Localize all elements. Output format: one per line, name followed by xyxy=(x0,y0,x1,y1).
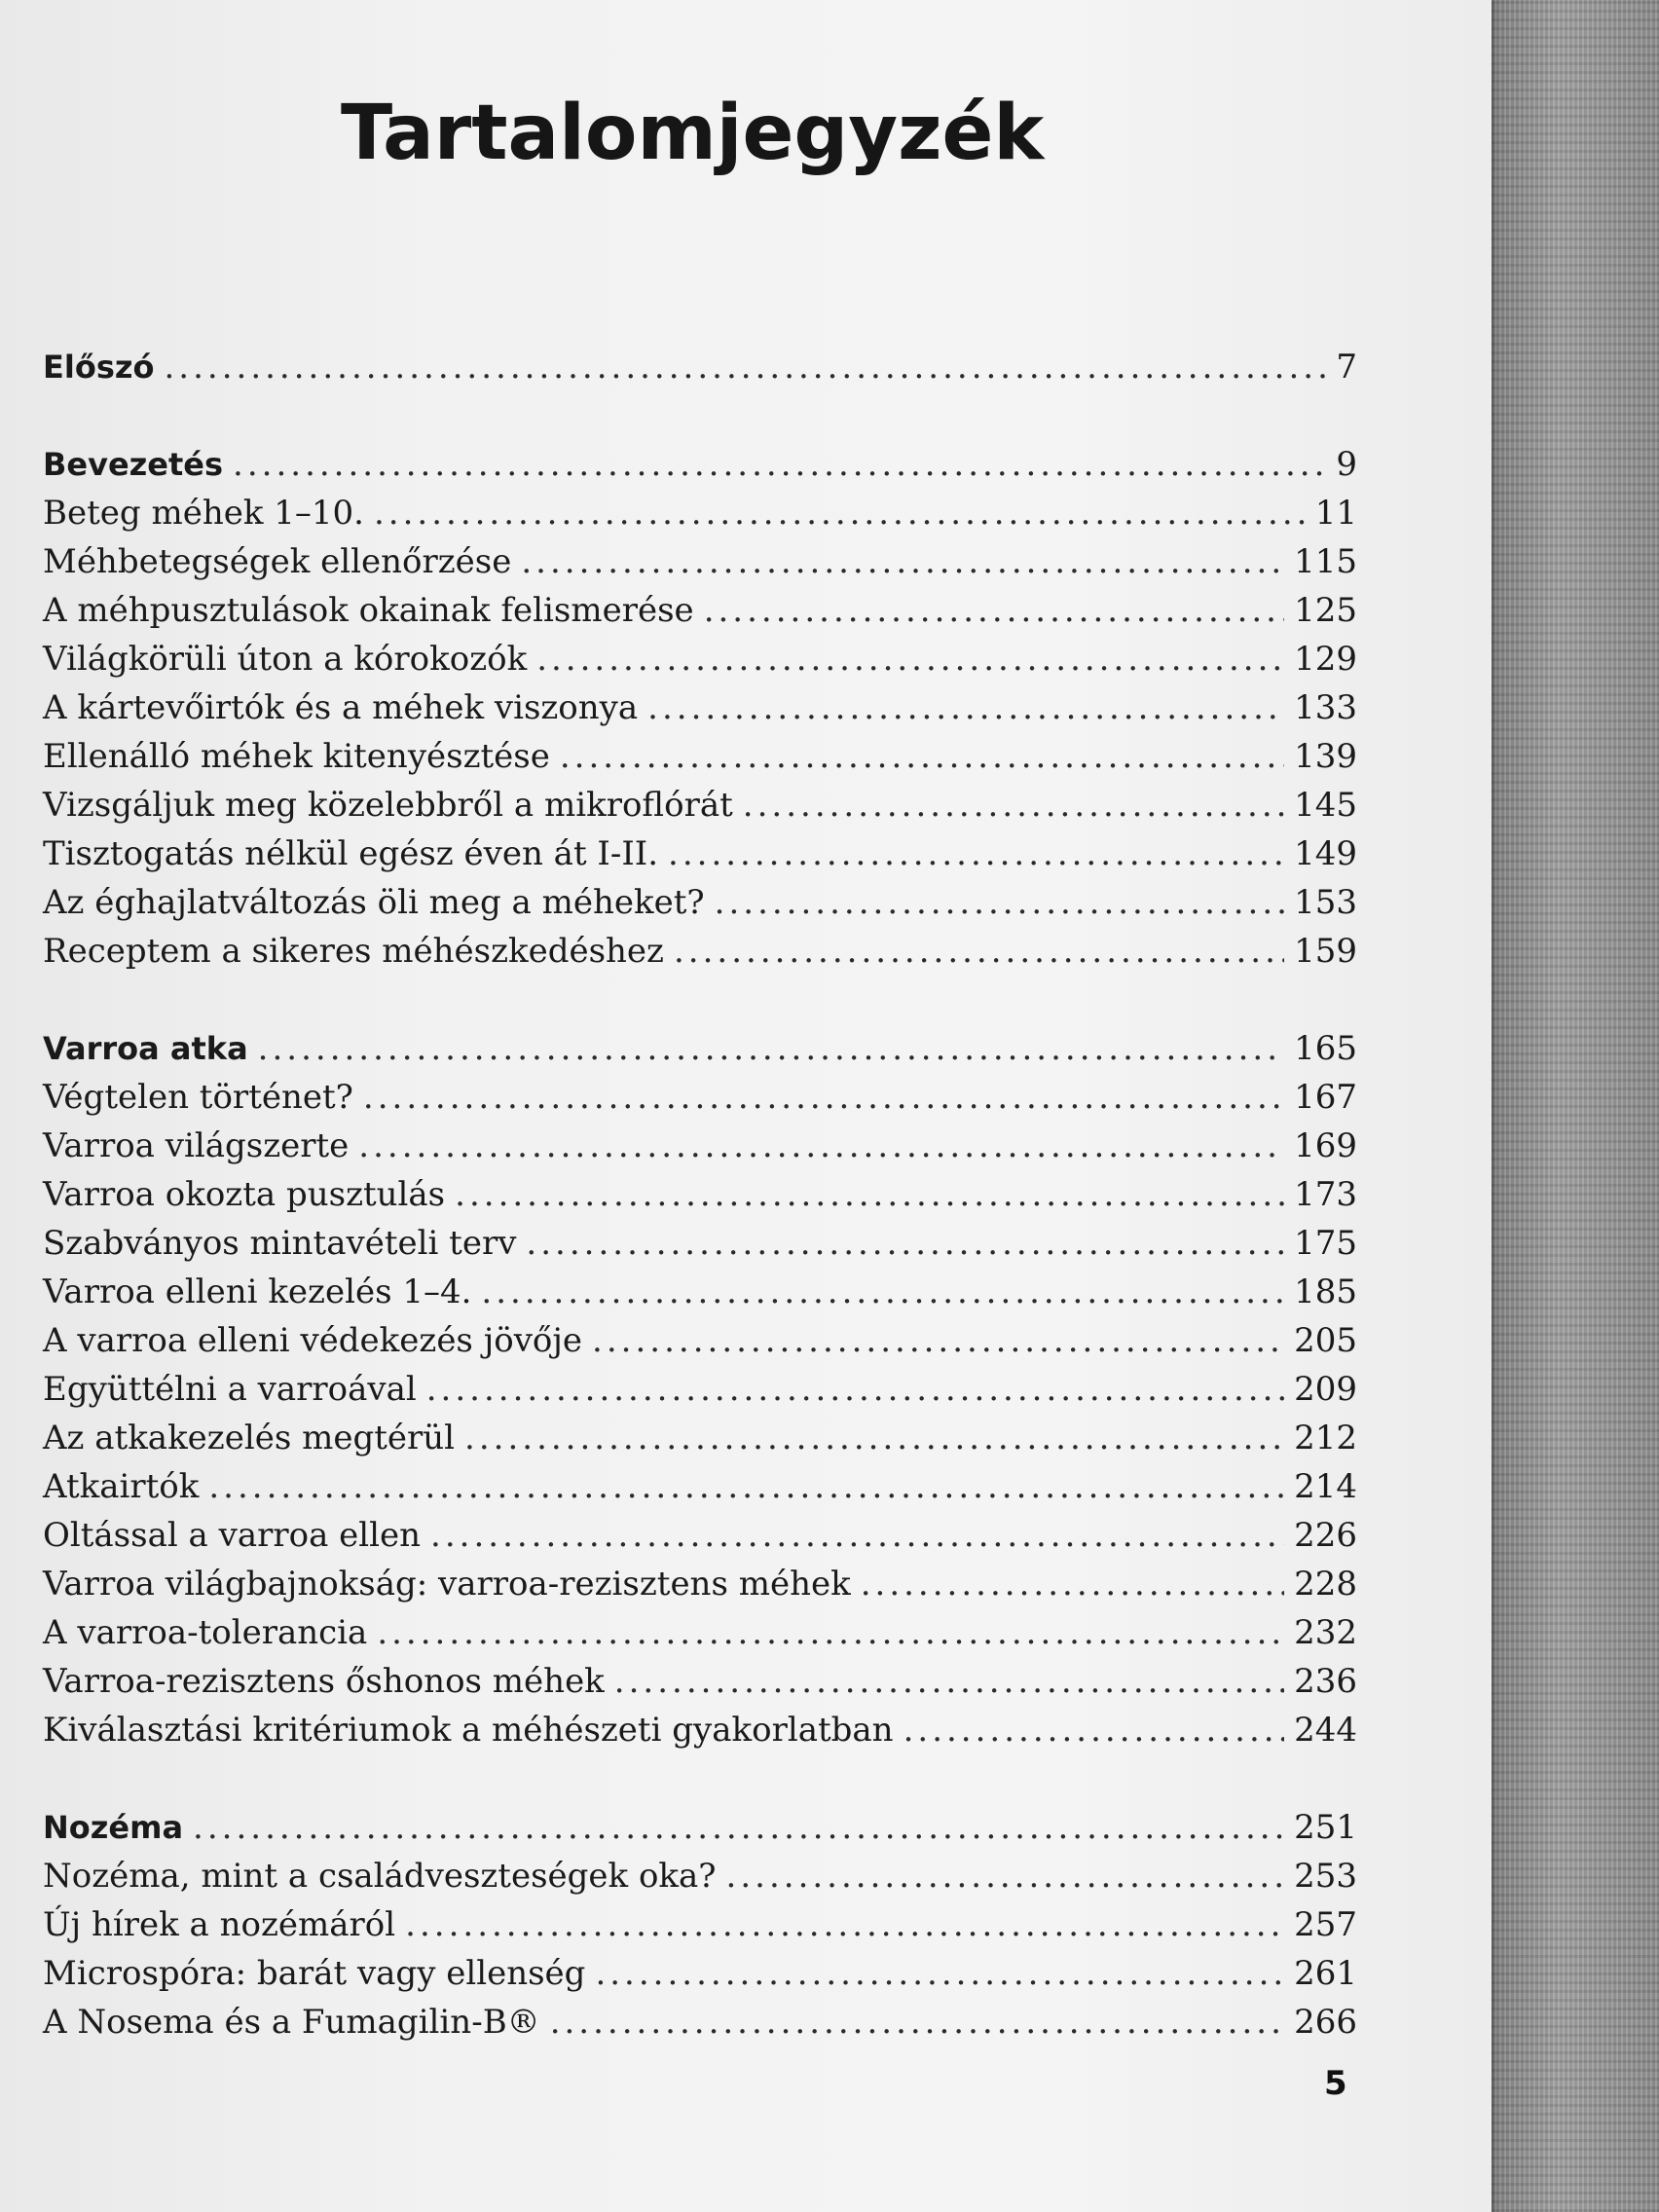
toc-entry-page: 228 xyxy=(1294,1565,1357,1604)
dot-leader xyxy=(903,1706,1285,1754)
toc-section-heading xyxy=(43,1803,1357,1852)
dot-leader xyxy=(592,1316,1284,1365)
page-number: 5 xyxy=(1324,2064,1347,2103)
toc-entry xyxy=(43,732,1357,781)
toc-entry-page: 129 xyxy=(1294,640,1357,679)
dot-leader xyxy=(560,732,1284,781)
toc-entry xyxy=(43,1170,1357,1219)
toc-entry-title: Microspóra: barát vagy ellenség xyxy=(43,1954,586,1993)
toc-entry-title: A varroa-tolerancia xyxy=(43,1613,368,1652)
toc-section xyxy=(43,440,1357,976)
toc-entry xyxy=(43,537,1357,586)
toc-entry-title: Végtelen történet? xyxy=(43,1078,353,1117)
toc-entry xyxy=(43,878,1357,927)
toc-entry xyxy=(43,781,1357,830)
dot-leader xyxy=(704,586,1284,635)
toc-entry xyxy=(43,1949,1357,1998)
toc-section xyxy=(43,343,1357,391)
toc-entry xyxy=(43,927,1357,976)
dot-leader xyxy=(521,537,1284,586)
toc-entry-page: 214 xyxy=(1294,1467,1357,1506)
toc-entry-title: Varroa-rezisztens őshonos méhek xyxy=(43,1662,605,1701)
toc-entry-title: Szabványos mintavételi terv xyxy=(43,1224,517,1263)
toc-entry-title: Együttélni a varroával xyxy=(43,1370,417,1409)
dot-leader xyxy=(726,1852,1285,1900)
toc-entry-title: A kártevőirtók és a méhek viszonya xyxy=(43,688,639,727)
toc-entry-title: Kiválasztási kritériumok a méhészeti gyakorlatban xyxy=(43,1711,894,1750)
dot-leader xyxy=(405,1900,1284,1949)
dot-leader xyxy=(358,1122,1284,1170)
dot-leader xyxy=(426,1365,1284,1414)
toc-entry-title: Az éghajlatváltozás öli meg a méheket? xyxy=(43,883,705,922)
toc-entry xyxy=(43,1657,1357,1706)
toc-entry-title: Atkairtók xyxy=(43,1467,200,1506)
toc-entry-page: 244 xyxy=(1294,1711,1357,1750)
toc-entry-title: Az atkakezelés megtérül xyxy=(43,1419,456,1457)
toc-entry-page: 149 xyxy=(1294,834,1357,873)
toc-entry-page: 167 xyxy=(1294,1078,1357,1117)
toc-entry-page: 165 xyxy=(1294,1029,1357,1068)
toc-entry-title: Nozéma xyxy=(43,1809,184,1846)
toc-entry-page: 139 xyxy=(1294,737,1357,776)
toc-entry-page: 251 xyxy=(1294,1808,1357,1847)
page-title: Tartalomjegyzék xyxy=(341,90,1045,177)
dot-leader xyxy=(536,635,1284,683)
toc-entry-title: Előszó xyxy=(43,349,155,386)
toc-entry xyxy=(43,1900,1357,1949)
toc-section-heading xyxy=(43,440,1357,489)
toc-entry xyxy=(43,1511,1357,1560)
toc-entry xyxy=(43,1268,1357,1316)
toc-entry xyxy=(43,635,1357,683)
toc-entry xyxy=(43,1414,1357,1462)
toc-entry-page: 209 xyxy=(1294,1370,1357,1409)
toc-section-heading xyxy=(43,1024,1357,1073)
dot-leader xyxy=(550,1998,1284,2046)
toc-entry-page: 261 xyxy=(1294,1954,1357,1993)
toc-entry-title: Beteg méhek 1–10. xyxy=(43,494,364,533)
toc-entry xyxy=(43,683,1357,732)
toc-entry-page: 115 xyxy=(1294,542,1357,581)
table-of-contents xyxy=(43,343,1357,2046)
toc-entry-page: 145 xyxy=(1294,786,1357,825)
toc-entry xyxy=(43,1560,1357,1608)
toc-section-heading xyxy=(43,343,1357,391)
dot-leader xyxy=(481,1268,1284,1316)
toc-entry xyxy=(43,1316,1357,1365)
toc-entry-title: Méhbetegségek ellenőrzése xyxy=(43,542,512,581)
dot-leader xyxy=(715,878,1284,927)
toc-entry-title: Receptem a sikeres méhészkedéshez xyxy=(43,932,664,971)
toc-entry-page: 175 xyxy=(1294,1224,1357,1263)
toc-entry xyxy=(43,830,1357,878)
dot-leader xyxy=(193,1803,1284,1852)
toc-section xyxy=(43,1024,1357,1754)
dot-leader xyxy=(674,927,1284,976)
toc-entry-title: A méhpusztulások okainak felismerése xyxy=(43,591,694,630)
dot-leader xyxy=(743,781,1284,830)
toc-entry-title: Varroa atka xyxy=(43,1030,248,1067)
toc-entry-page: 7 xyxy=(1336,348,1357,387)
dot-leader xyxy=(614,1657,1284,1706)
toc-entry xyxy=(43,1122,1357,1170)
toc-entry-page: 153 xyxy=(1294,883,1357,922)
dot-leader xyxy=(233,440,1326,489)
dot-leader xyxy=(374,489,1306,537)
toc-entry-page: 11 xyxy=(1314,494,1357,533)
toc-entry-page: 236 xyxy=(1294,1662,1357,1701)
page-stack-edge xyxy=(1490,0,1659,2212)
toc-entry xyxy=(43,1462,1357,1511)
dot-leader xyxy=(258,1024,1284,1073)
toc-entry xyxy=(43,1608,1357,1657)
toc-entry-title: Ellenálló méhek kitenyésztése xyxy=(43,737,550,776)
toc-entry-page: 232 xyxy=(1294,1613,1357,1652)
toc-entry-page: 9 xyxy=(1336,445,1357,484)
toc-entry-page: 266 xyxy=(1294,2003,1357,2042)
dot-leader xyxy=(430,1511,1284,1560)
dot-leader xyxy=(861,1560,1284,1608)
toc-entry-title: Nozéma, mint a családveszteségek oka? xyxy=(43,1857,717,1896)
dot-leader xyxy=(464,1414,1284,1462)
toc-entry-title: Oltással a varroa ellen xyxy=(43,1516,422,1555)
toc-entry-title: Vizsgáljuk meg közelebbről a mikroflórát xyxy=(43,786,733,825)
toc-entry-title: A varroa elleni védekezés jövője xyxy=(43,1321,583,1360)
toc-entry-title: Varroa elleni kezelés 1–4. xyxy=(43,1272,472,1311)
toc-entry-page: 205 xyxy=(1294,1321,1357,1360)
toc-entry-title: Varroa okozta pusztulás xyxy=(43,1175,446,1214)
toc-entry-title: Új hírek a nozémáról xyxy=(43,1905,396,1944)
toc-entry-title: A Nosema és a Fumagilin-B® xyxy=(43,2003,540,2042)
toc-entry-title: Bevezetés xyxy=(43,446,224,483)
toc-entry xyxy=(43,1073,1357,1122)
dot-leader xyxy=(377,1608,1284,1657)
dot-leader xyxy=(164,343,1326,391)
toc-entry-page: 253 xyxy=(1294,1857,1357,1896)
toc-entry xyxy=(43,1852,1357,1900)
dot-leader xyxy=(455,1170,1284,1219)
toc-entry-title: Varroa világbajnokság: varroa-rezisztens méhek xyxy=(43,1565,851,1604)
toc-entry xyxy=(43,1998,1357,2046)
toc-entry xyxy=(43,1706,1357,1754)
toc-entry-page: 185 xyxy=(1294,1272,1357,1311)
dot-leader xyxy=(208,1462,1284,1511)
toc-entry xyxy=(43,1365,1357,1414)
toc-entry-page: 169 xyxy=(1294,1126,1357,1165)
toc-entry xyxy=(43,1219,1357,1268)
toc-entry-page: 212 xyxy=(1294,1419,1357,1457)
toc-entry-page: 173 xyxy=(1294,1175,1357,1214)
toc-section xyxy=(43,1803,1357,2046)
toc-entry-page: 125 xyxy=(1294,591,1357,630)
dot-leader xyxy=(363,1073,1284,1122)
toc-entry-title: Tisztogatás nélkül egész éven át I-II. xyxy=(43,834,659,873)
dot-leader xyxy=(668,830,1284,878)
toc-entry xyxy=(43,489,1357,537)
toc-entry-page: 257 xyxy=(1294,1905,1357,1944)
toc-entry-page: 159 xyxy=(1294,932,1357,971)
dot-leader xyxy=(595,1949,1284,1998)
toc-entry xyxy=(43,586,1357,635)
toc-entry-page: 133 xyxy=(1294,688,1357,727)
dot-leader xyxy=(647,683,1284,732)
dot-leader xyxy=(526,1219,1284,1268)
toc-entry-title: Varroa világszerte xyxy=(43,1126,350,1165)
toc-entry-page: 226 xyxy=(1294,1516,1357,1555)
toc-entry-title: Világkörüli úton a kórokozók xyxy=(43,640,528,679)
